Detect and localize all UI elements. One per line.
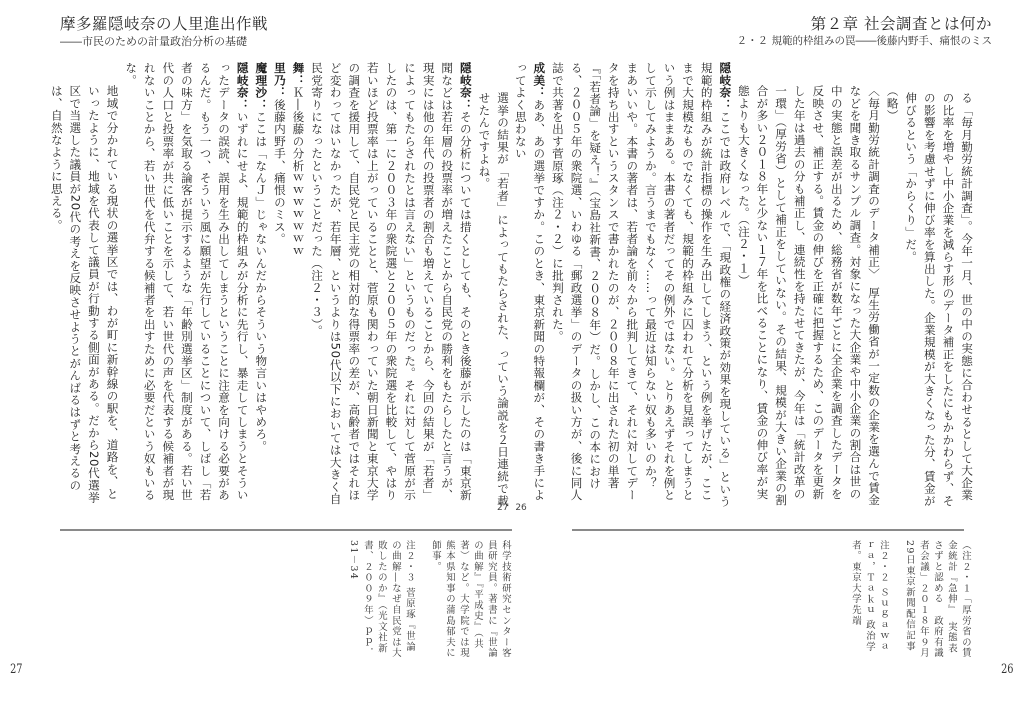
dialogue-line	[270, 62, 289, 512]
left-page-body	[49, 62, 512, 512]
page-number-right: 26	[1001, 662, 1014, 677]
gutter-page-label: 27 26	[497, 503, 527, 513]
speaker-label: 里乃：	[272, 62, 287, 99]
left-body-text	[47, 62, 512, 512]
section-title: ２・２ 規範的枠組みの罠――後藤内野手、痛恨のミス	[736, 35, 992, 47]
dialogue-line	[122, 62, 252, 512]
speaker-label: 隠岐奈：	[235, 62, 250, 111]
body-paragraph: 選挙の結果が「若者」によってもたらされた、っていう論説を２日連続で載せたんですよね。	[477, 92, 510, 507]
dialogue-line	[307, 62, 474, 512]
dialogue-line	[548, 62, 734, 512]
body-paragraph: 地域で分かれている現状の選挙区では、わが町に新幹線の駅を、道路を、といったように、地域を代表して議員が行動する側面がある。だから20代選挙区で当選した議員が20代の考えを反映させようとがんばるはずと考えるのは、自然なように思える。	[49, 85, 120, 504]
dialogue-text: その分析については措くとしても、そのとき後藤が示したのは「東京新聞などは若年層の投票率が増えたことから自民党の勝利をもたらしたと言うが、現実には他の年代の投票者の割合も増えていることから、今回の結果が「若者」によってもたらされたとは言えない」というものだった。それに対して菅原が示したのは、第一に２００３年の衆院選と２００５年の衆院選を比較して、やはり若いほど投票率は上がっていることと、菅原も関わっていた朝日新聞と東京大学の調査を援用して、自民党と民主党の相対的な得票率の差が、高齢者ではそれほど変わってはいなかったが、若年層、というよりは50代以下においては大きく自民党寄りになったということだった（注２・３）。	[310, 62, 473, 505]
book-subtitle: ――市民のための計量政治分析の基礎	[60, 35, 247, 48]
dialogue-text: ああ、あの選挙ですか。このとき、東京新聞の特報欄が、その書き手によってよく思わない	[513, 62, 547, 502]
page-number-left: 27	[10, 662, 23, 677]
dialogue-line	[289, 62, 308, 512]
dialogue-text: 後藤内野手、痛恨のミス。	[272, 98, 287, 246]
speaker-label: 舞：	[291, 62, 306, 87]
footnote: （注２・１「厚労省の賃金統計『急伸』 実態表さずと認める 政府有識者会議」２０１８年９月29日東京新聞配信記事	[904, 540, 971, 659]
speaker-label: 隠岐奈：	[458, 62, 473, 111]
dialogue-text: いずれにせよ、規範的枠組みが分析に先行し、暴走してしまうとそういったデータの誤読、誤用を生み出してしまうということに注意を向ける必要があるんだ。もう一つ、そういう風に願望が先行していることについて、しばし「若者の味方」を気取る論客が提示するような「年齢別選挙区」制度がある。若い世代の人口と投票率が共に低いことを示して、若い世代の声を代表する候補者が現れないことから、若い世代を代弁する候補者を出すために必要だという奴もいるな。	[124, 62, 250, 502]
speaker-label: 隠岐奈：	[718, 62, 733, 111]
dialogue-text: ここは「なんＪ」じゃないんだからそういう物言いはやめろ。	[254, 110, 269, 453]
dialogue-text: ここでは政府レベルで、「現政権の経済政策が効果を現している」という規範的枠組みが統計指標の操作を生み出してしまう、という例を挙げたが、ここまで大規模なものでなくても、規範的枠組みに囚われて分析を見誤ってしまうという例はままある。本書の著者だってその例外ではない。とりあえずそれを例として示してみようか。言うまでもなく……って最近は知らない奴も多いのか？ まあいいや。本書の著者は、若者論を前々から批判してきて、それに対してデータを持ち出すというスタンスで書かれたのが、２００８年に出された初の単著『「若者論」を疑え！』（宝島社新書、２００８年）だ。しかし、この本における、２００５年の衆院選、いわゆる「郵政選挙」のデータの扱い方が、後に同人誌で共著を出す菅原琢（注２・２）に批判された。	[550, 62, 733, 508]
footnote: 注２・３ 菅原琢『世論の曲解―なぜ自民党は大敗したのか』（光文社新書、２００９年）ｐｐ．31－34	[348, 540, 415, 659]
right-footnotes	[580, 540, 972, 660]
dialogue-line	[252, 62, 271, 512]
dialogue-text: Ｋ―後藤の分析ｗｗｗｗｗｗｗ	[291, 86, 306, 258]
right-running-header	[737, 14, 992, 49]
body-paragraph: 〈毎月勤労統計調査のデータ補正〉 厚生労働省が一定数の企業を選んで賃金などを聞き取るサンプル調査。対象になった大企業や中小企業の割合は世の中の実態と誤差が出るため、総務省が数年ごとに全企業を調査したデータを反映させ、補正する。賃金の伸びを正確に把握するため、このデータを更新した年は過去の分も補正し、連続性を持たせてきたが、今年は「統計改革の一環」（厚労省）として補正をしていない。その結果、規模が大きい企業の割合が多い２０１８年と少ない１７年を比べることになり、賃金の伸び率が実態よりも大きくなった。（注２・１）	[736, 85, 882, 507]
body-paragraph: る「毎月勤労統計調査」。今年一月、世の中の実態に合わせるとして大企業の比率を増やし中小企業を減らす形のデータ補正をしたにもかかわらず、その影響を考慮せずに伸び率を算出した。企業規模が大きくなった分、賃金が伸びるという「からくり」だ。	[904, 92, 974, 507]
dialogue-line	[511, 62, 548, 512]
right-page-body	[513, 62, 976, 512]
speaker-label: 成美：	[532, 62, 547, 99]
footnote: 注２・２ Ｓｕｇａｗａｒａ，Ｔａｋｕ 政治学者。東京大学先端	[850, 540, 889, 653]
body-paragraph: （略）	[885, 85, 900, 122]
footnote-divider-right	[572, 529, 964, 531]
right-body-text	[511, 62, 976, 512]
footnote-divider-left	[60, 529, 512, 531]
left-running-header	[60, 14, 268, 49]
left-footnotes	[200, 540, 512, 660]
footnote: 科学技術研究センター客員研究員。著書に『世論の曲解』『平成史』（共著）など。大学院では現熊本県知事の蒲島郁夫に師事。	[430, 540, 511, 659]
speaker-label: 魔理沙：	[254, 62, 269, 111]
chapter-title: 第２章 社会調査とは何か	[810, 15, 992, 33]
book-title: 摩多羅隠岐奈の人里進出作戦	[60, 15, 269, 33]
